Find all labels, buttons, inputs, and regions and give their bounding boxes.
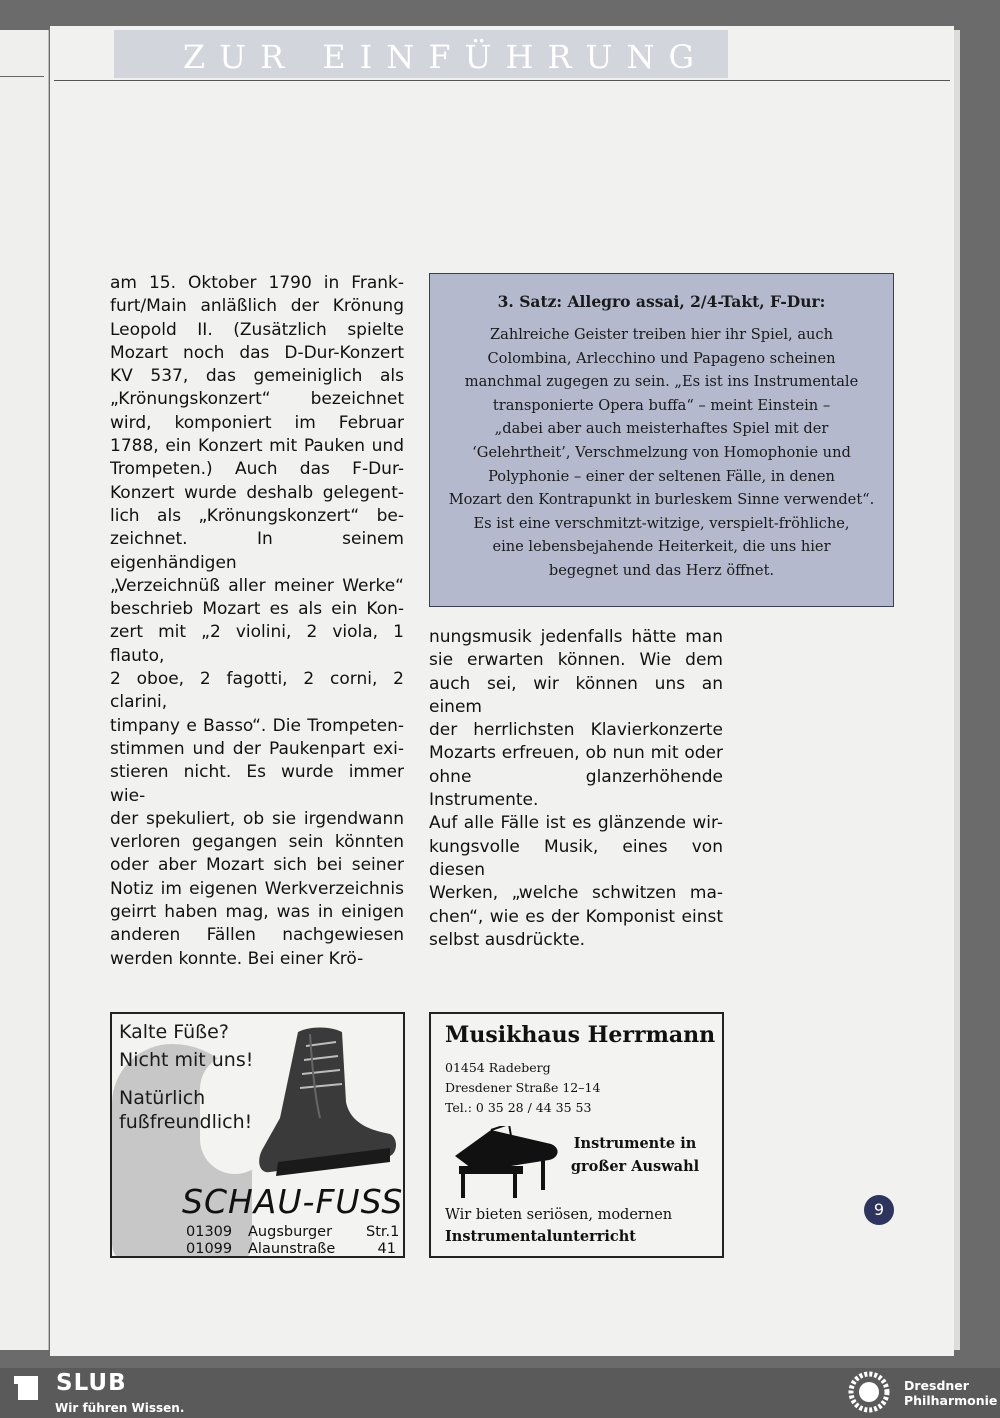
infobox-text (446, 323, 877, 583)
claim-line: großer Auswahl (570, 1158, 700, 1175)
text-line: furt/Main anläßlich der Krönung (110, 296, 404, 317)
text-line: Notiz im eigenen Werkverzeichnis (110, 878, 404, 899)
text-line: KV 537, das gemeiniglich als (110, 366, 404, 387)
body-column-right (429, 626, 723, 952)
text-line: transponierte Opera buffa“ – meint Einstein – (492, 396, 831, 414)
text-line: stieren nicht. Es wurde immer wie- (110, 762, 404, 806)
text-line: Polyphonie – einer der seltenen Fälle, in denen (488, 467, 835, 485)
infobox-heading: 3. Satz: Allegro assai, 2/4-Takt, F-Dur: (497, 292, 826, 311)
next-page-edge (954, 30, 960, 1350)
text-line: eine lebensbejahende Heiterkeit, die uns hier (492, 538, 831, 556)
text-line: nungsmusik jedenfalls hätte man (429, 627, 723, 647)
slogan-line-2: Nicht mit uns! (119, 1049, 254, 1071)
shoe-icon (250, 1022, 400, 1182)
library-name: SLUB (56, 1370, 127, 1396)
document-page (50, 26, 954, 1356)
text-line: „Krönungskonzert“ bezeichnet (110, 389, 404, 410)
text-line: Werken, „welche schwitzen ma- (429, 883, 723, 904)
slub-logo-icon (14, 1376, 38, 1400)
section-header: ZUR EINFÜHRUNG (114, 30, 728, 78)
text-line: wird, komponiert im Februar (110, 412, 404, 433)
text-line: Mozart den Kontrapunkt in burleskem Sinne verwendet“. (448, 491, 875, 509)
address-row (186, 1241, 396, 1257)
musikhaus-herrmann-advertisement (429, 1012, 724, 1258)
text-line: 2 oboe, 2 fagotti, 2 corni, 2 clarini, (110, 669, 404, 713)
text-line: lich als „Krönungskonzert“ be- (110, 505, 404, 526)
movement-infobox (429, 273, 894, 607)
address-zip: 01099 (186, 1241, 233, 1257)
philharmonie-logo-icon (842, 1368, 896, 1416)
text-line: beschrieb Mozart es als ein Kon- (110, 599, 404, 620)
slogan-line-4: fußfreundlich! (119, 1111, 253, 1133)
previous-page-edge (0, 30, 49, 1350)
text-line: 1788, ein Konzert mit Pauken und (110, 436, 404, 457)
text-line: oder aber Mozart sich bei seiner (110, 855, 404, 876)
text-line: Es ist eine verschmitzt-witzige, verspielt-fröhliche, (473, 514, 850, 532)
viewer-footer (0, 1368, 1000, 1418)
text-line: chen“, wie es der Komponist einst (429, 906, 723, 927)
shop-address (445, 1058, 600, 1118)
text-line: Trompeten.) Auch das F-Dur- (110, 459, 404, 480)
partner-name (904, 1378, 997, 1408)
text-line: sie erwarten können. Wie dem (429, 650, 723, 671)
text-line: Auf alle Fälle ist es glänzende wir- (429, 813, 723, 834)
text-line: der herrlichsten Klavierkonzerte (429, 720, 723, 741)
text-line: Colombina, Arlecchino und Papageno scheinen (487, 349, 836, 367)
text-line: stimmen und der Paukenpart exi- (110, 738, 404, 759)
library-tagline: Wir führen Wissen. (55, 1401, 185, 1415)
address-number: 41 (377, 1241, 396, 1257)
text-line: Mozarts erfreuen, ob nun mit oder (429, 743, 723, 764)
text-line: der spekuliert, ob sie irgendwann (110, 808, 404, 829)
address-street: Augsburger (248, 1224, 333, 1240)
text-line: auch sei, wir können uns an einem (429, 673, 723, 717)
text-line: anderen Fällen nachgewiesen (110, 925, 404, 946)
claim-line: Instrumente in (573, 1135, 697, 1152)
text-line: Leopold II. (Zusätzlich spielte (110, 319, 404, 340)
text-line: geirrt haben mag, was in einigen (110, 902, 404, 923)
slogan-line-1: Kalte Füße? (119, 1021, 229, 1043)
address-zip: 01309 (186, 1224, 233, 1240)
page-number: 9 (864, 1195, 894, 1225)
address-street: Alaunstraße (248, 1241, 336, 1257)
shop-offer (445, 1204, 672, 1248)
schau-fuss-advertisement (110, 1012, 405, 1258)
text-line: zeichnet. In seinem eigenhändigen (110, 529, 404, 573)
text-line: Zahlreiche Geister treiben hier ihr Spiel, auch (489, 326, 834, 343)
text-line: selbst ausdrückte. (429, 929, 586, 950)
text-line: werden konnte. Bei einer Krö- (110, 948, 364, 969)
shop-claim (555, 1132, 715, 1178)
partner-name-line: Dresdner (904, 1378, 969, 1393)
text-line: kungsvolle Musik, eines von diesen (429, 836, 723, 880)
text-line: timpany e Basso“. Die Trompeten- (110, 715, 404, 736)
text-line: Mozart noch das D-Dur-Konzert (110, 342, 404, 363)
body-column-left (110, 272, 404, 971)
grand-piano-icon (451, 1126, 563, 1202)
address-line: 01454 Radeberg (445, 1060, 551, 1075)
text-line: zert mit „2 violini, 2 viola, 1 flauto, (110, 622, 404, 666)
bleed-through-sidebar (738, 620, 898, 1070)
text-line: am 15. Oktober 1790 in Frank- (110, 273, 404, 293)
text-line: ‘Gelehrtheit’, Verschmelzung von Homophonie und (472, 443, 851, 461)
text-line: ohne glanzerhöhende Instrumente. (429, 766, 723, 811)
text-line: „Verzeichnüß aller meiner Werke“ (110, 575, 404, 596)
address-line: Dresdener Straße 12–14 (445, 1080, 601, 1095)
offer-line-bold: Instrumentalunterricht (445, 1228, 636, 1245)
text-line: Konzert wurde deshalb gelegent- (110, 482, 404, 503)
brand-logo: SCHAU-FUSS (182, 1182, 404, 1221)
address-number: Str.1 (366, 1224, 400, 1240)
offer-line: Wir bieten seriösen, modernen (445, 1207, 673, 1223)
text-line: verloren gegangen sein könnten (110, 832, 404, 853)
partner-name-line: Philharmonie (904, 1393, 998, 1408)
text-line: manchmal zugegen zu sein. „Es ist ins Instrumentale (464, 373, 859, 391)
phone-line: Tel.: 0 35 28 / 44 35 53 (445, 1100, 592, 1115)
address-row (186, 1224, 400, 1240)
shop-name: Musikhaus Herrmann (445, 1022, 716, 1048)
slogan-line-3: Natürlich (119, 1087, 206, 1109)
text-line: begegnet und das Herz öffnet. (548, 561, 775, 579)
header-rule (54, 80, 950, 81)
text-line: „dabei aber auch meisterhaftes Spiel mit der (494, 420, 829, 438)
